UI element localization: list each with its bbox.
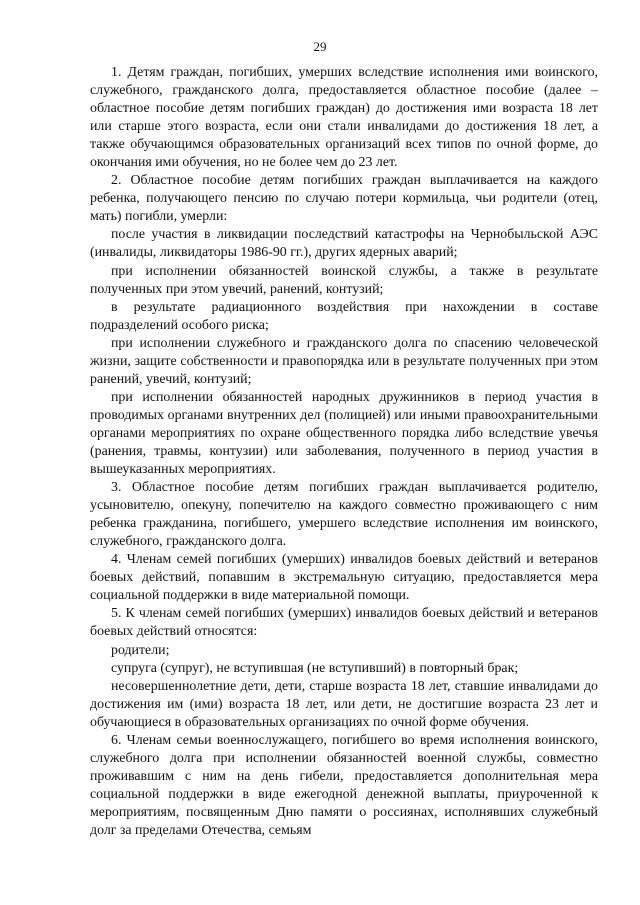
paragraph-4: 4. Членам семей погибших (умерших) инвалидов боевых действий и ветеранов боевых действий, попавшим в экстремальную ситуацию, предоставляется мера социальной поддержки в виде материальной помощи. <box>90 552 598 604</box>
page-number: 29 <box>313 39 327 54</box>
document-body <box>90 64 598 840</box>
paragraph-5: 5. К членам семей погибших (умерших) инвалидов боевых действий и ветеранов боевых действий относятся: <box>90 606 598 640</box>
paragraph-6: 6. Членам семьи военнослужащего, погибшего во время исполнения воинского, служебного долга при исполнении обязанностей военной службы, совместно проживавшим с ним на день гибели, предоставляется дополнительная мера социальной поддержки в виде ежегодной денежной выплаты, приуроченной к мероприятиям, посвященным Дню памяти о россиянах, исполнявших служебный долг за пределами Отечества, семьям <box>90 732 598 838</box>
paragraph-2: 2. Областное пособие детям погибших граждан выплачивается на каждого ребенка, получающего пенсию по случаю потери кормильца, чьи родители (отец, мать) погибли, умерли: <box>90 173 598 225</box>
paragraph-5-item-parents: родители; <box>111 642 170 658</box>
paragraph-3: 3. Областное пособие детям погибших граждан выплачивается родителю, усыновителю, опекуну, попечителю на каждого совместно проживающего с ним ребенка гражданина, погибшего, умершего вследствие исполнения им воинского, служебного, гражданского долга. <box>90 480 598 550</box>
paragraph-1: 1. Детям граждан, погибших, умерших вследствие исполнения ими воинского, служебного, гражданского долга, предоставляется областное пособие (далее – областное пособие детям погибших граждан) до достижения ими возраста 18 лет или старше этого возраста, если они стали инвалидами до достижения 18 лет, а также обучающимся образовательных организаций всех типов по очной форме, до окончания ими обучения, но не более чем до 23 лет. <box>90 65 598 171</box>
paragraph-2-item-military-service: при исполнении обязанностей воинской службы, а также в результате полученных при этом увечий, ранений, контузий; <box>90 263 598 297</box>
paragraph-5-item-spouse: супруга (супруг), не вступившая (не вступивший) в повторный брак; <box>111 660 519 676</box>
paragraph-5-item-children: несовершеннолетние дети, дети, старше возраста 18 лет, ставшие инвалидами до достижения им (ими) возраста 18 лет, или дети, не достигшие возраста 23 лет и обучающиеся в образовательных организациях по очной форме обучения. <box>90 678 598 730</box>
paragraph-2-item-chernobyl: после участия в ликвидации последствий катастрофы на Чернобыльской АЭС (инвалиды, ликвидаторы 1986-90 гг.), других ядерных аварий; <box>90 227 598 261</box>
paragraph-2-item-radiation: в результате радиационного воздействия при нахождении в составе подразделений особого риска; <box>90 299 598 333</box>
paragraph-2-item-volunteer-guards: при исполнении обязанностей народных дружинников в период участия в проводимых органами внутренних дел (полицией) или иными правоохранительными органами мероприятиях по охране общественного порядка либо вследствие увечья (ранения, травмы, контузии) или заболевания, полученного в период участия в вышеуказанных мероприятиях. <box>90 389 598 478</box>
paragraph-2-item-civil-duty: при исполнении служебного и гражданского долга по спасению человеческой жизни, защите собственности и правопорядка или в результате полученных при этом ранений, увечий, контузий; <box>90 335 598 387</box>
